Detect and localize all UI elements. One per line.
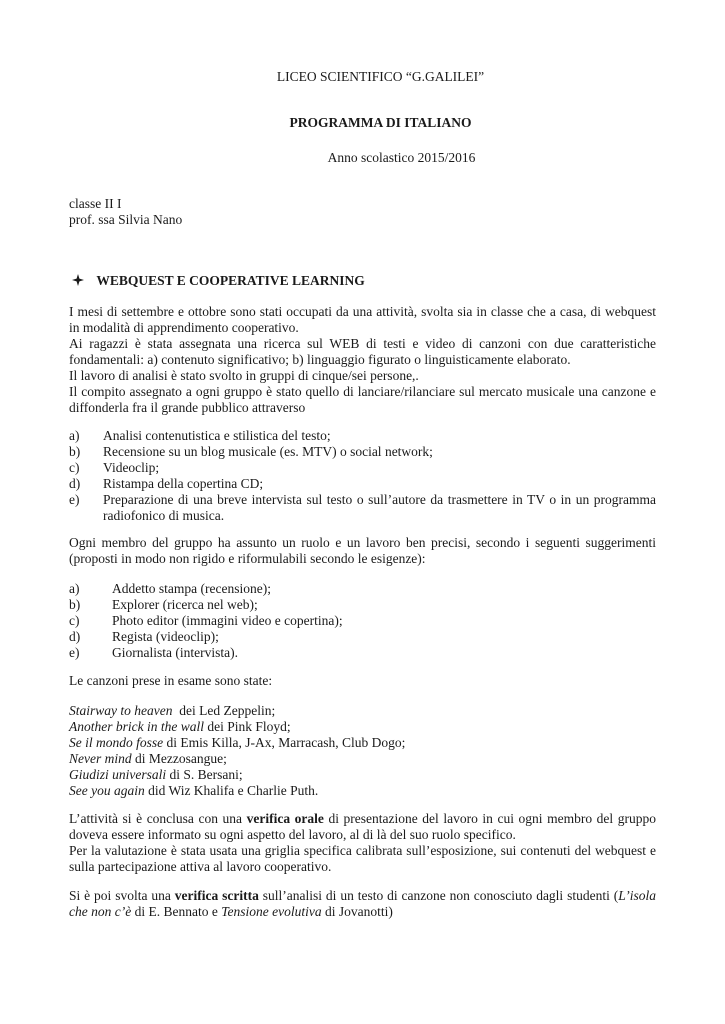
song-title: Another brick in the wall: [69, 719, 204, 734]
roles-intro: Ogni membro del gruppo ha assunto un ruolo e un lavoro ben precisi, secondo i seguenti suggerimenti (proposti in modo non rigido e riformulabili secondo le esigenze):: [69, 535, 656, 566]
list-item: c) Photo editor (immagini video e copertina);: [69, 613, 343, 628]
list-item: b) Recensione su un blog musicale (es. MTV) o social network;: [69, 444, 433, 459]
roles-list: [69, 581, 656, 661]
tasks-list: [69, 428, 656, 524]
class-label: classe II I: [69, 196, 122, 211]
list-item: e) Giornalista (intervista).: [69, 645, 238, 660]
school-name: LICEO SCIENTIFICO “G.GALILEI”: [276, 69, 485, 84]
list-item: d) Ristampa della copertina CD;: [69, 476, 264, 491]
song-title: Stairway to heaven: [69, 703, 173, 718]
list-item: a) Analisi contenutistica e stilistica del testo;: [69, 428, 331, 443]
school-year: Anno scolastico 2015/2016: [327, 150, 476, 165]
intro-paragraph: [69, 304, 656, 416]
intro-line-2: Ai ragazzi è stata assegnata una ricerca sul WEB di testi e video di canzoni con due caratteristiche fondamentali: a) contenuto significativo; b) linguaggio figurato o linguisticamente elaborato.: [69, 336, 656, 367]
list-item: See you again did Wiz Khalifa e Charlie Puth.: [69, 783, 319, 798]
song-title: Se il mondo fosse: [69, 735, 164, 750]
section-title: WEBQUEST E COOPERATIVE LEARNING: [96, 273, 365, 288]
diamond-bullet-icon: [72, 274, 84, 286]
songs-intro: Le canzoni prese in esame sono state:: [69, 673, 273, 688]
song-title: Never mind: [69, 751, 132, 766]
intro-line-3: Il lavoro di analisi è stato svolto in gruppi di cinque/sei persone,.: [69, 368, 419, 383]
list-item: Another brick in the wall dei Pink Floyd;: [69, 719, 291, 734]
section-heading: [72, 273, 365, 289]
list-item: c) Videoclip;: [69, 460, 160, 475]
list-item: e) Preparazione di una breve intervista sul testo o sull’autore da trasmettere in TV o in un programma radiofonico di musica.: [69, 492, 656, 523]
intro-line-4: Il compito assegnato a ogni gruppo è stato quello di lanciare/rilanciare sul mercato musicale una canzone e diffonderla fra il grande pubblico attraverso: [69, 384, 656, 415]
teacher-name: prof. ssa Silvia Nano: [69, 212, 183, 227]
written-exam-label: verifica scritta: [174, 888, 259, 903]
written-test-paragraph: Si è poi svolta una verifica scritta sull’analisi di un testo di canzone non conosciuto dagli studenti (L’isola che non c’è di E. Bennato e Tensione evolutiva di Jovanotti): [69, 888, 657, 919]
intro-line-1: I mesi di settembre e ottobre sono stati occupati da una attività, svolta sia in classe che a casa, di webquest in modalità di apprendimento cooperativo.: [69, 304, 656, 335]
list-item: d) Regista (videoclip);: [69, 629, 219, 644]
list-item: a) Addetto stampa (recensione);: [69, 581, 271, 596]
list-item: Never mind di Mezzosangue;: [69, 751, 227, 766]
list-item: Giudizi universali di S. Bersani;: [69, 767, 243, 782]
list-item: Se il mondo fosse di Emis Killa, J-Ax, Marracash, Club Dogo;: [69, 735, 406, 750]
conclusion-paragraph: L’attività si è conclusa con una verifica orale di presentazione del lavoro in cui ogni membro del gruppo doveva essere informato su ogni aspetto del lavoro, al di là del suo ruolo specifico. Per la valutazione è stata usata una griglia specifica calibrata sull’esposizione, sui contenuti del webquest e sulla partecipazione attiva al lavoro cooperativo.: [69, 811, 656, 874]
oral-exam-label: verifica orale: [246, 811, 324, 826]
songs-list: [69, 703, 405, 799]
list-item: Stairway to heaven dei Led Zeppelin;: [69, 703, 276, 718]
song-title: See you again: [69, 783, 145, 798]
list-item: b) Explorer (ricerca nel web);: [69, 597, 258, 612]
song-title: Giudizi universali: [69, 767, 167, 782]
program-title: PROGRAMMA DI ITALIANO: [289, 115, 472, 130]
